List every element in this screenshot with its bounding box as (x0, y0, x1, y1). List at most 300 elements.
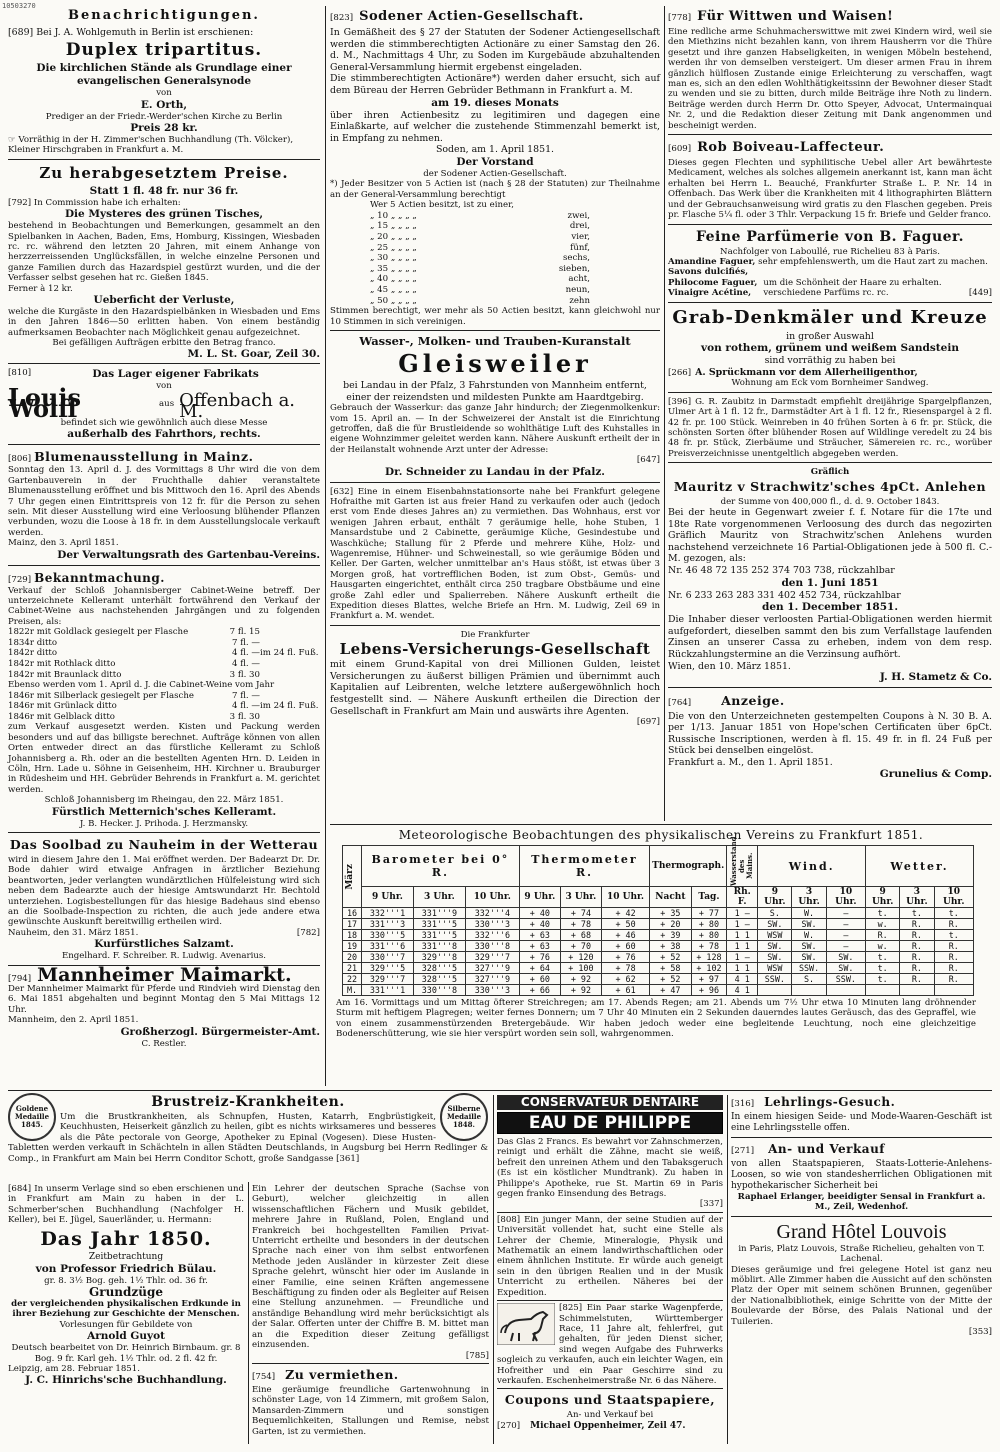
vote-shares: „ 10 „ „ „ „ (370, 210, 417, 221)
ad-author: E. Orth, (140, 98, 188, 111)
ad-subtitle: evangelischen Generalsynode (76, 75, 252, 88)
bond-numbers: Nr. 46 48 72 135 252 374 703 738, rückzahlbar (668, 564, 895, 576)
ad-date: Nauheim, den 31. März 1851. (8, 927, 139, 938)
ad-heading: Gräflich (810, 467, 850, 478)
ad-title: Zu herabgesetztem Preise. (39, 163, 289, 182)
weather-cell: + 92 (560, 985, 601, 996)
wine-row (8, 648, 260, 659)
ad-signature: Der Vorstand (456, 155, 534, 168)
ad-ref: [647] (636, 455, 660, 466)
ad-title: Das Soolbad zu Nauheim in der Wetterau (9, 836, 319, 852)
vote-row (370, 296, 590, 307)
ad-title: Duplex tripartitus. (65, 40, 263, 61)
ad-title: Bekanntmachung. (34, 570, 165, 585)
weather-cell: 331'''1 (362, 985, 414, 996)
weather-cell: + 63 (519, 930, 560, 941)
ad-body: Der Mannheimer Maimarkt für Pferde und Rindvieh wird Dienstag den 6. Mai 1851 abgehalten und beginnt Montag den 5 Mai Mittags 12 Uhr. (8, 984, 320, 1015)
ad-title: Lehrlings-Gesuch. (764, 1095, 896, 1109)
ad-signature: M. L. St. Goar, Zeil 30. (187, 347, 320, 360)
ad-lehrer (252, 1184, 489, 1437)
weather-cell: 330'''3 (465, 919, 519, 930)
weather-cell: 17 (343, 919, 362, 930)
weather-row (343, 941, 974, 952)
weather-cell: 1 1 (727, 963, 758, 974)
ad-address: Wohnung am Eck vom Bornheimer Sandweg. (731, 378, 929, 389)
vote-shares: „ 30 „ „ „ „ (370, 253, 417, 264)
weather-cell: + 92 (560, 974, 601, 985)
weather-cell: + 52 (650, 952, 692, 963)
wine-row (8, 638, 260, 649)
ad-title: Mannheimer Maimarkt. (37, 963, 292, 986)
weather-cell: + 78 (691, 941, 727, 952)
bond-numbers: Nr. 6 233 263 283 331 402 452 734, rückzahlbar (668, 589, 901, 601)
ad-by: von (156, 381, 172, 392)
month-label: März (345, 863, 355, 890)
weather-header: Wetter. (866, 846, 974, 887)
weather-cell: 330'''8 (413, 985, 465, 996)
product-desc: verschiedene Parfüms rc. rc. (763, 288, 889, 299)
weather-cell: — (826, 930, 865, 941)
ad-date: Soden, am 1. April 1851. (435, 144, 555, 156)
weather-cell: 1 — (727, 919, 758, 930)
weather-cell: 331'''5 (413, 919, 465, 930)
weather-cell: 16 (343, 908, 362, 919)
vote-count: neun, (565, 284, 590, 295)
weather-cell: R. (900, 952, 934, 963)
ad-subtitle: Nachfolger von Laboullé, rue Richelieu 83 à Paris. (720, 246, 940, 257)
weather-cell: SSW. (792, 963, 826, 974)
weather-cell: 4 1 (727, 985, 758, 996)
ad-availability: ☞ Vorräthig in der H. Zimmer'schen Buchhandlung (Th. Völcker), (8, 135, 294, 145)
ad-author-role: Prediger an der Friedr.-Werder'schen Kirche zu Berlin (45, 111, 283, 122)
weather-cell: + 39 (650, 930, 692, 941)
ad-intro: Bei J. A. Wohlgemuth in Berlin ist erschienen: (36, 26, 254, 38)
ad-body: Gebrauch der Wasserkur: das ganze Jahr hindurch; der Ziegenmolkenkur: vom 15. April an. — In der Schweizerei der Anstalt ist die Einrichtung getroffen, daß die für Brustleidende so wohlthätige Luft des Kuhstalles in eigene Wohnzimmer geleitet werden kann. Nähere Auskunft ertheilt der in der Heilanstalt wohnende Arzt unter der Adresse: (330, 403, 660, 455)
ad-signature: Raphael Erlanger, beeidigter Sensal in Frankfurt a. M., Zeil, Wedenhof. (737, 1192, 986, 1213)
weather-cell: + 68 (560, 930, 601, 941)
weather-cell: + 64 (519, 963, 560, 974)
ad-signature: Michael Oppenheimer, Zeil 47. (530, 1420, 686, 1431)
ad-lehrling (731, 1093, 992, 1337)
weather-cell: + 120 (560, 952, 601, 963)
weather-cell: + 20 (650, 919, 692, 930)
ad-body: Verkauf der Schloß Johannisberger Cabinet-Weine betreff. Der unterzeichnete Kelleramt unterhält fortwährend den Verkauf der Cabinet-Weine aus nachstehenden Jahrgängen und zu folgenden Preisen, als: (8, 585, 320, 627)
weather-cell: 327'''9 (465, 963, 519, 974)
ad-ref: [449] (968, 288, 992, 299)
month-header (343, 846, 362, 908)
ad-signature: J. C. Hinrichs'sche Buchhandlung. (25, 1374, 227, 1387)
vote-count: vier, (571, 231, 590, 242)
ad-signature: Dr. Schneider zu Landau in der Pfalz. (385, 465, 605, 478)
weather-cell: 329'''7 (465, 952, 519, 963)
ad-names: Engelhard. F. Schreiber. R. Ludwig. Avenarius. (61, 951, 267, 962)
ad-ref: [792] In Commission habe ich erhalten: (8, 197, 181, 208)
ad-signature: A. Sprückmann vor dem Allerheiligenthor, (695, 366, 918, 378)
ad-preise (8, 164, 320, 364)
vote-count: sieben, (558, 263, 590, 274)
weather-cell: 330'''5 (362, 930, 414, 941)
wind-header: Wind. (758, 846, 866, 887)
weather-cell: R. (900, 930, 934, 941)
ad-grab (668, 307, 992, 393)
time-header: 3 Uhr. (792, 887, 826, 908)
vote-table (330, 200, 660, 306)
ad-ref: [266] (668, 367, 692, 378)
weather-cell: + 80 (691, 919, 727, 930)
weather-cell: SW. (792, 919, 826, 930)
wine-price: 3 fl. 30 (229, 669, 260, 680)
ad-title: Feine Parfümerie von B. Faguer. (695, 228, 965, 245)
ad-heading: Wasser-, Molken- und Trauben-Kuranstalt (359, 333, 631, 348)
vote-shares: „ 15 „ „ „ „ (370, 221, 417, 232)
ad-author: von Professor Friedrich Bülau. (35, 1262, 217, 1275)
ad-date: Mannheim, den 2. April 1851. (8, 1015, 139, 1026)
wine-row (8, 659, 260, 670)
weather-cell: + 63 (519, 941, 560, 952)
weather-cell (758, 985, 792, 996)
ad-body: Ein junger Mann, der seine Studien auf der Universität vollendet hat, sucht eine Stelle als Lehrer der Chemie, Mineralogie, Physik und Mathematik an einem landwirthschaftlichen oder einem ähnlichen Institute. Er würde auch geneigt sein in den übrigen Realien und in der Musik Unterricht zu ertheilen. Näheres bei der Expedition. (497, 1214, 724, 1298)
wine-price: 4 fl. — (232, 701, 260, 712)
ad-body: außerhalb des Fahrthors, rechts. (67, 428, 261, 441)
weather-cell: 328'''5 (413, 974, 465, 985)
ad-ref: [785] (465, 1350, 489, 1361)
weather-cell: 331'''6 (362, 941, 414, 952)
column-divider (248, 1182, 249, 1444)
ad-availability: Kleiner Hirschgraben in Frankfurt a. M. (8, 145, 184, 156)
ad-title: Coupons und Staatspapiere, (504, 1392, 716, 1408)
ad-body: Dieses gegen Flechten und syphilitische Uebel aller Art bewährteste Medicament, welches als solches allgemein anerkannt ist, kann man ächt erhalten bei Herrn L. Beauché, Frankfurter Straße L. P. Nr. 14 in Offenbach. Das Werk über die Krankheiten mit 4 lithographirten Blättern und der Gebrauchsanweisung wird gratis zu den Flaschen gegeben. Preis pr. Flasche 5¼ fl. oder 3 Thlr. Verpackung 15 fr. Briefe und Gelder franco. (668, 158, 992, 221)
ad-body: befindet sich wie gewöhnlich auch diese Messe (60, 417, 268, 428)
time-header: 3 Uhr. (413, 887, 465, 908)
ad-subtitle: von rothem, grünem und weißem Sandstein (701, 342, 959, 355)
weather-cell: t. (900, 908, 934, 919)
product-desc: sehr empfehlenswerth, um die Haut zart zu machen. (758, 256, 988, 267)
ad-title: Ueberficht der Verluste, (93, 294, 235, 307)
weather-cell: t. (866, 908, 900, 919)
weather-cell: + 100 (560, 963, 601, 974)
ad-title: Anzeige. (721, 692, 785, 708)
dentaire-banner: CONSERVATEUR DENTAIRE (497, 1095, 723, 1110)
ad-ref: [316] (731, 1099, 755, 1109)
section-divider (330, 824, 992, 825)
wine-row (8, 627, 260, 638)
ad-body: Eine redliche arme Schuhmacherswittwe mit zwei Kindern wird, weil sie den Miethzins nicht bezahlen kann, von ihrem Hausherrn vor die Thüre gesetzt und ihre ganzen Habseligkeiten, in wenigen Möbeln bestehend, werden ihr von demselben versteigert. Um dieser armen Frau in ihrem gänzlich hülflosen Zustande einige Erleichterung zu verschaffen, wagt man es, sich an den edlen Wohlthätigkeitssinn der Bewohner dieser Stadt zu wenden und sie zu bitten, durch milde Beiträge ihre Noth zu lindern. Beiträge werden durch Herrn Dr. Otto Speyer, Advocat, Untermainquai Nr. 2, und die Redaktion dieser Zeitung mit Dank angenommen und bescheinigt werden. (668, 27, 992, 131)
weather-cell: 330'''8 (465, 941, 519, 952)
weather-note: Am 16. Vormittags und um Mittag öfterer Streichregen; am 17. Abends Regen; am 21. Abends um 7½ Uhr etwa 10 Minuten lang dröhnender Sturm mit heftigem Plagregen; weiter fernes Donnern; um 7 Uhr 40 Minuten ein 2 Sekunden dauerndes lautes Geräusch, das des Gepraffel, wie von einem zusammenstürzenden Bretergebäude. Wir haben jedoch weder eine begleitende Leuchtung, noch eine gleichzeitige Bodenerschütterung, wie sie hier verspürt worden sein soll, wahrgenommen. (336, 998, 976, 1040)
barometer-header: Barometer bei 0° R. (362, 846, 520, 887)
weather-cell: 4 1 (727, 974, 758, 985)
ad-subtitle: der Summe von 400,000 fl., d. d. 9. October 1843. (720, 496, 940, 507)
wine-name: 1846r mit Gelblack ditto (8, 711, 115, 722)
ad-body: Ebenso werden vom 1. April d. J. die Cabinet-Weine vom Jahr (8, 680, 275, 691)
ad-subtitle: Zeitbetrachtung (88, 1251, 164, 1262)
ad-anzeige (668, 692, 992, 784)
ad-signature: Fürstlich Metternich'sches Kelleramt. (51, 805, 277, 818)
medal-text: Medaille (446, 1112, 482, 1121)
ad-ref: [396] (668, 396, 692, 407)
ad-buch (8, 1184, 244, 1387)
page-id: 10503270 (2, 2, 36, 10)
weather-cell: + 76 (519, 952, 560, 963)
weather-cell: + 46 (601, 930, 649, 941)
ad-body: Eine in einem Eisenbahnstationsorte nahe bei Frankfurt gelegene Hofraithe mit Garten ist aus freier Hand zu verkaufen oder auch (jedoch erst vom Ende dieses Jahres an) zu vermiethen. Das Wohnhaus, erst vor wenigen Jahren erbaut, enthält 7 geräumige helle, hohe Stuben, 1 Mansardstube und 2 Cabinette, geräumige Küche, Gesindestube und Waschküche; Stallung für 2 Pferde und mehrere Kühe, Holz- und Wagenremise, Hühner- und Schweinestall, so wie geräumige Böden und Keller. Der Garten, welcher unmittelbar an's Haus stößt, ist etwas über 3 Morgen groß, hat vortrefflichen Boden, ist zum Obst-, Gemüs- und Hausgarten eingerichtet, enthält circa 250 tragbare Obstbäume und eine große Zahl edler und Spalierreben. Nähere Auskunft ertheilt die Expedition dieses Blattes, welche Briefe an Hrn. M. Ludwig, Zeil 69 in Frankfurt a. M. wendet. (330, 486, 661, 622)
weather-cell: 20 (343, 952, 362, 963)
vote-row (370, 264, 590, 275)
ad-body: Sonntag den 13. April d. J. des Vormittags 8 Uhr wird die von dem Gartenbauverein in der Fruchthalle dahier veranstaltete Blumenausstellung eröffnet und bis Mittwoch den 16. April des Abends 7 Uhr gegen einen Eintrittspreis von 12 fr. für die Person zu sehen sein. Mit dieser Ausstellung wird eine Verloosung blühender Pflanzen verbunden, wozu die Loose à 18 fr. in dem Ausstellungslocale verkauft werden. (8, 465, 320, 538)
ad-mann (497, 1212, 723, 1298)
gold-medal-emblem (8, 1093, 56, 1141)
weather-cell: 331'''9 (413, 908, 465, 919)
product-name: Savons dulcifiés, (668, 267, 749, 278)
ad-gleisweiler (330, 335, 660, 483)
weather-cell (934, 985, 974, 996)
weather-cell: 332'''6 (465, 930, 519, 941)
weather-cell: 1 — (727, 952, 758, 963)
weather-row (343, 952, 974, 963)
wine-row (8, 691, 260, 702)
vote-row (370, 243, 590, 254)
ad-title: Blumenausstellung in Mainz. (34, 449, 254, 465)
product-desc: um die Schönheit der Haare zu erhalten. (763, 277, 942, 288)
ad-city: Offenbach a. M. (179, 389, 296, 423)
weather-cell: R. (934, 974, 974, 985)
wine-price: 7 fl. 15 (229, 627, 260, 638)
weather-cell: 22 (343, 974, 362, 985)
ad-body: Um die Brustkrankheiten, als Schnupfen, Husten, Katarrh, Engbrüstigkeit, Keuchhusten, Heiserkeit gänzlich zu heilen, gibt es nichts wirksameres und besseres als die Pâte pectorale von George, Apotheker zu Epinal (Vogesen). Diese Husten-Tabletten werden verkauft in Schächteln in allen Städten Deutschlands, in Augsburg bei Herrn Redlinger & Comp., in Frankfurt am Main bei Herrn Conditor Schott, große Sandgasse (8, 1112, 488, 1164)
wine-price: 3 fl. 30 (229, 711, 260, 722)
ad-ref: [778] (668, 13, 692, 23)
time-header: 9 Uhr. (519, 887, 560, 908)
time-header: Nacht (650, 887, 692, 908)
ad-anlehen (668, 467, 992, 688)
weather-cell: + 61 (601, 985, 649, 996)
weather-cell (866, 985, 900, 996)
weather-cell: + 78 (560, 919, 601, 930)
weather-cell: 1 — (727, 908, 758, 919)
column-right (668, 8, 992, 787)
ad-ref: [270] (497, 1420, 521, 1431)
ad-body: G. R. Zaubitz in Darmstadt empfiehlt dreijährige Spargelpflanzen, Ulmer Art à 1 fl. 12 fr., Darmstädter Art à 1 fl. 12 fr., Riesenspargel à 2 fl. 42 fr. pr. 100 Stück. Weinreben in 40 frühen Sorten à 6 fr. pr. Stück, die schönsten Sorten öfter blühender Rosen auf Wildlinge veredelt zu 24 bis 48 fr. pr. Stück, Zierbäume und Sträucher, Sämereien rc. rc., worüber Preisverzeichnisse unentgeltlich abgegeben werden. (668, 396, 992, 459)
weather-cell: + 76 (601, 952, 649, 963)
ad-price: Preis 28 kr. (130, 122, 198, 134)
time-header: 10 Uhr. (601, 887, 649, 908)
ad-subtitle: der vergleichenden physikalischen Erdkunde in ihrer Beziehung zur Geschichte der Menschen. (11, 1299, 241, 1320)
wine-price: 4 fl. — (232, 648, 260, 659)
weather-cell: + 60 (519, 974, 560, 985)
ad-body: In Gemäßheit des § 27 der Statuten der Sodener Actiengesellschaft werden die stimmberechtigten Actionäre zu einer Samstag den 26. d. M., Nachmittags 4 Uhr, zu Soden im Kurgebäude abzuhaltenden General-Versammlung hiermit ergebenst eingeladen. (330, 27, 660, 73)
weather-cell: 327'''9 (465, 974, 519, 985)
weather-cell: 330'''7 (362, 952, 414, 963)
ad-title: Für Wittwen und Waisen! (697, 9, 894, 24)
weather-cell: — (826, 908, 865, 919)
weather-cell: 19 (343, 941, 362, 952)
weather-cell: + 77 (691, 908, 727, 919)
ad-body: In unserm Verlage sind so eben erschienen und in Frankfurt am Main zu haben in der L. Schmerber'schen Buchhandlung (Nachfolger H. Keller), bei E. Jügel, Sauerländer, u. Hermann: (8, 1184, 244, 1226)
weather-cell: SW. (758, 919, 792, 930)
ad-body: Ferner à 12 kr. (8, 283, 73, 294)
wine-row (8, 701, 260, 712)
ad-title: Zu vermiethen. (285, 1366, 399, 1382)
ad-blumen (8, 449, 320, 565)
vote-row (370, 232, 590, 243)
weather-cell: 329'''5 (362, 963, 414, 974)
weather-cell: S. (792, 974, 826, 985)
ad-ref: [808] (497, 1214, 521, 1225)
time-header: 9 Uhr. (758, 887, 792, 908)
vote-row (370, 200, 590, 211)
thermometer-header: Thermometer R. (519, 846, 649, 887)
ad-date: Schloß Johannisberg im Rheingau, den 22. März 1851. (44, 795, 284, 806)
weather-cell: W. (792, 908, 826, 919)
vote-shares: „ 35 „ „ „ „ (370, 263, 417, 274)
ad-signature: Großherzogl. Bürgermeister-Amt. (120, 1025, 320, 1038)
wine-currency: im 24 fl. Fuß. (260, 701, 319, 712)
weather-cell: SW. (826, 963, 865, 974)
ad-ref: [609] (668, 144, 692, 155)
ad-ref: [794] (8, 973, 32, 984)
ad-ref: [782] (296, 927, 320, 938)
wine-price: 7 fl. — (232, 637, 260, 648)
ad-ref: [689] (8, 26, 34, 38)
ad-title: Sodener Actien-Gesellschaft. (359, 9, 584, 24)
ad-date-highlight: am 19. dieses Monats (431, 96, 559, 109)
medal-text: Medaille (14, 1112, 50, 1121)
bond-date: den 1. December 1851. (762, 601, 898, 614)
weather-cell: R. (866, 930, 900, 941)
ad-subtitle: in großer Auswahl (786, 330, 874, 342)
ad-subtitle: Die kirchlichen Stände als Grundlage einer (36, 62, 292, 75)
vote-row (370, 285, 590, 296)
weather-cell: 1 1 (727, 930, 758, 941)
time-header: 3 Uhr. (560, 887, 601, 908)
vote-shares: „ 25 „ „ „ „ (370, 242, 417, 253)
ad-signature: Kurfürstliches Salzamt. (94, 938, 234, 951)
weather-row (343, 985, 974, 996)
weather-cell: SW. (758, 952, 792, 963)
ad-title: Das Jahr 1850. (40, 1227, 212, 1250)
ad-title: Lebens-Versicherungs-Gesellschaft (339, 640, 651, 659)
ad-signature: Der Verwaltungsrath des Gartenbau-Vereins. (57, 548, 320, 561)
weather-cell: 331'''5 (413, 930, 465, 941)
weather-row (343, 974, 974, 985)
ad-signature: J. H. Stametz & Co. (879, 671, 992, 684)
ad-soolbad (8, 837, 320, 966)
vote-shares: „ 50 „ „ „ „ (370, 295, 417, 306)
time-header: 3 Uhr. (900, 887, 934, 908)
ad-date: Wien, den 10. März 1851. (668, 660, 791, 672)
weather-cell: + 96 (691, 985, 727, 996)
weather-cell: + 78 (601, 963, 649, 974)
weather-cell: 329'''8 (413, 952, 465, 963)
weather-cell: SW. (826, 952, 865, 963)
ad-title: Die Mysteres des grünen Tisches, (64, 208, 264, 221)
weather-cell: — (826, 919, 865, 930)
weather-cell: R. (934, 952, 974, 963)
ad-body: wird in diesem Jahre den 1. Mai eröffnet werden. Der Badearzt Dr. Dr. Bode dahier wird etwaige Anfragen in ärztlicher Beziehung beantworten, jeder verlangten wundärztlichen Hülfeleistung wird sich neben dem Badearzte auch der hiesige Amtswundarzt Hr. Bechtold unterziehen. Logisbestellungen für das hiesige Badehaus sind ebenso an die Soolbade-Inspection zu richten, die auch jede andere etwa gewünschte Auskunft bereitwillig ertheilen wird. (8, 854, 320, 928)
ad-price: gr. 8. 3½ Bog. geh. 1½ Thlr. od. 36 fr. (44, 1275, 208, 1286)
ad-dentaire (497, 1093, 723, 1432)
weather-cell: w. (866, 941, 900, 952)
wine-name: 1842r ditto (8, 648, 58, 659)
column-left (8, 8, 320, 1056)
weather-cell: M. (343, 985, 362, 996)
weather-cell: + 128 (691, 952, 727, 963)
ad-ref: [337] (699, 1199, 723, 1210)
weather-cell: + 58 (650, 963, 692, 974)
weather-cell: 331'''3 (362, 919, 414, 930)
weather-cell: + 40 (519, 919, 560, 930)
weather-row (343, 963, 974, 974)
weather-table-section (330, 826, 992, 1040)
ad-date: Frankfurt a. M., den 1. April 1851. (668, 757, 833, 769)
weather-cell: + 74 (560, 908, 601, 919)
wine-name: 1842r mit Rothlack ditto (8, 658, 116, 669)
bond-date: den 1. Juni 1851 (781, 576, 879, 589)
weather-cell: + 102 (691, 963, 727, 974)
ad-by: aus (159, 398, 175, 409)
ad-soden (330, 8, 660, 331)
time-header: Rh. F. (727, 887, 758, 908)
weather-cell: + 60 (601, 941, 649, 952)
ad-body: Bei der heute in Gegenwart zweier f. f. Notare für die 17te und 18te Rate vorgenommenen Verloosung des durch das negozirten Gräflich Mauritz von Strachwitz'schen Anlehens wurden nachstehend verzeichnete 16 Partial-Obligationen jede à 500 fl. C.-M. gezogen, als: (668, 506, 992, 565)
weather-cell: + 80 (691, 930, 727, 941)
weather-table (342, 836, 974, 996)
ad-pferde (497, 1300, 723, 1386)
ad-ref: [632] (330, 486, 354, 497)
wine-price: 7 fl. — (232, 690, 260, 701)
section-header: Benachrichtigungen. (68, 8, 260, 23)
vote-count: fünf, (570, 242, 590, 253)
ad-title: Das Lager eigener Fabrikats (92, 368, 259, 381)
ad-body: Ein Lehrer der deutschen Sprache (Sachse von Geburt), welcher gleichzeitig in allen wissenschaftlichen Fächern und Musik gebildet, mehrere Jahre in Rußland, Polen, England und Frankreich bei hochgestellten Familien Privat-Unterricht ertheilte und besonders in der deutschen Sprache nach einer von ihm selbst entworfenen Methode jeden Ausländer in kürzester Zeit diese Sprache gelehrt, wünscht hier oder im Auslande in einer Familie, eine seinen Kräften angemessene Beschäftigung zu finden oder als Begleiter auf Reisen eine Stellung anzunehmen. — Freundliche und anständige Behandlung wird mehr berücksichtigt als der Salar. Offerten unter der Chiffre B. M. bittet man an die Expedition dieser Zeitung gefälligst einzusenden. (252, 1184, 489, 1351)
ad-body: Bei gefälligen Aufträgen erbitte den Betrag franco. (52, 338, 276, 349)
medal-text: 1845. (21, 1120, 43, 1129)
weather-cell: 329'''7 (362, 974, 414, 985)
weather-cell: t. (934, 908, 974, 919)
ad-title: Mauritz v Strachwitz'sches 4pCt. Anlehen (673, 478, 987, 494)
ad-duplex (8, 27, 320, 160)
column-divider (727, 1095, 728, 1444)
weather-cell: 1 1 (727, 941, 758, 952)
weather-cell: + 38 (650, 941, 692, 952)
ad-subtitle: Vorlesungen für Gebildete von (59, 1319, 193, 1330)
ad-subtitle: in Paris, Platz Louvois, Straße Richelieu, gehalten von T. Lachenal. (738, 1243, 985, 1265)
ad-body: Die Inhaber dieser verloosten Partial-Obligationen werden hiermit aufgefordert, dieselben sammt den bis zum Verfallstage laufenden Zinsen an unserer Cassa zu erheben, indem von dem resp. Rückzahlungstermine an die Verzinsung aufhört. (668, 614, 992, 660)
ad-ref: [697] (636, 717, 660, 728)
vote-count: drei, (569, 221, 590, 232)
product-name: Philocome Faguer, (668, 277, 758, 288)
weather-row (343, 919, 974, 930)
ad-ref: [764] (668, 697, 692, 708)
ad-names: J. B. Hecker. J. Prihoda. J. Herzmansky. (79, 818, 249, 829)
ad-date: Mainz, den 3. April 1851. (8, 538, 119, 549)
vote-shares: „ 20 „ „ „ „ (370, 231, 417, 242)
ad-body: von allen Staatspapieren, Staats-Lotterie-Anlehens-Loosen, so wie von standesherrlichen Obligationen mit hypothekarischer Sicherheit bei (731, 1159, 992, 1191)
ad-footnote: *) Jeder Besitzer von 5 Actien ist (nach § 28 der Statuten) zur Theilnahme an der General-Versammlung berechtigt (330, 179, 660, 200)
ad-ref: [810] (8, 368, 32, 379)
ad-body: zum Verkauf ausgesetzt werden. Kisten und Packung werden besonders und auf das billigste berechnet. Aufträge können von allen Orten entweder direct an das fürstliche Kelleramt zu Schloß Johannisberg a. Rh. oder an die bestellten Agenten Hrn. D. Leiden in Cöln, Hrn. Lade u. Söhne in Geisenheim, HH. Kirchner u. Brauburger in Rüdesheim und HH. Gebrüder Behrends in Frankfurt a. M. gerichtet werden. (8, 722, 320, 795)
weather-cell: 18 (343, 930, 362, 941)
ad-zaubitz (668, 397, 992, 463)
wine-name: 1846r mit Grünlack ditto (8, 701, 117, 712)
horse-illustration-icon (497, 1303, 555, 1345)
ad-footnote: Stimmen berechtigt, wer mehr als 50 Actien besitzt, kann gleichwohl nur 10 Stimmen in sich vereinigen. (330, 306, 660, 327)
wine-price-list (8, 627, 260, 680)
water-level-label: Wasserstand des Mains. (729, 836, 755, 886)
ad-date: Leipzig, am 28. Februar 1851. (8, 1364, 140, 1375)
ad-title: Brustreiz-Krankheiten. (151, 1094, 345, 1110)
weather-cell: w. (866, 919, 900, 930)
